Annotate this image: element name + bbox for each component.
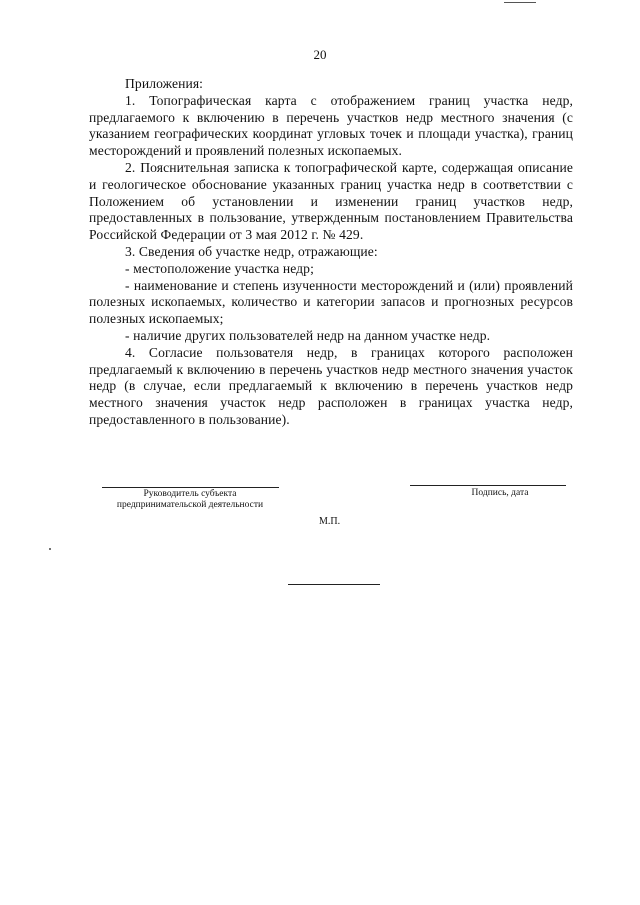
appendix-item-1: 1. Топографическая карта с отображением границ участка недр, предлагаемого к включению в перечень участков недр местного значения (с указанием географических координат угловых точек и площади участка), границ месторождений и проявлений полезных ископаемых.: [89, 92, 573, 159]
scan-dot: [49, 548, 51, 550]
date-signature-line: [410, 485, 566, 486]
stamp-label: М.П.: [319, 516, 341, 527]
appendix-item-3-bullet-other-users: - наличие других пользователей недр на данном участке недр.: [125, 327, 491, 343]
head-signature-line: [102, 487, 279, 488]
page-number: 20: [313, 47, 327, 62]
appendix-item-3-bullet-deposits: - наименование и степень изученности месторождений и (или) проявлений полезных ископаемых, количество и категории запасов и прогнозных ресурсов полезных ископаемых;: [89, 277, 573, 327]
appendix-item-2: 2. Пояснительная записка к топографической карте, содержащая описание и геологическое обоснование указанных границ участка недр в соответствии с Положением об установлении и изменении границ участков недр, предоставленных в пользование, утвержденным постановлением Правительства Российской Федерации от 3 мая 2012 г. № 429.: [89, 159, 573, 243]
head-signature-label-line1: Руководитель субъекта: [143, 489, 237, 499]
head-signature-label-line2: предпринимательской деятельности: [116, 500, 264, 510]
document-body: [89, 76, 573, 429]
date-signature-label: Подпись, дата: [471, 488, 529, 498]
top-edge-mark: [504, 2, 536, 3]
end-of-document-line: [288, 584, 380, 585]
appendix-item-3: 3. Сведения об участке недр, отражающие:: [125, 243, 378, 259]
head-signature-label: [90, 489, 290, 511]
appendix-item-4: 4. Согласие пользователя недр, в границах которого расположен предлагаемый к включению в перечень участков недр местного значения участок недр (в случае, если предлагаемый к включению в перечень участков недр местного значения участок недр расположен в границах участка недр, предоставленного в пользование).: [89, 344, 573, 427]
appendix-item-3-bullet-location: - местоположение участка недр;: [125, 260, 314, 276]
appendix-heading: Приложения:: [125, 76, 204, 91]
